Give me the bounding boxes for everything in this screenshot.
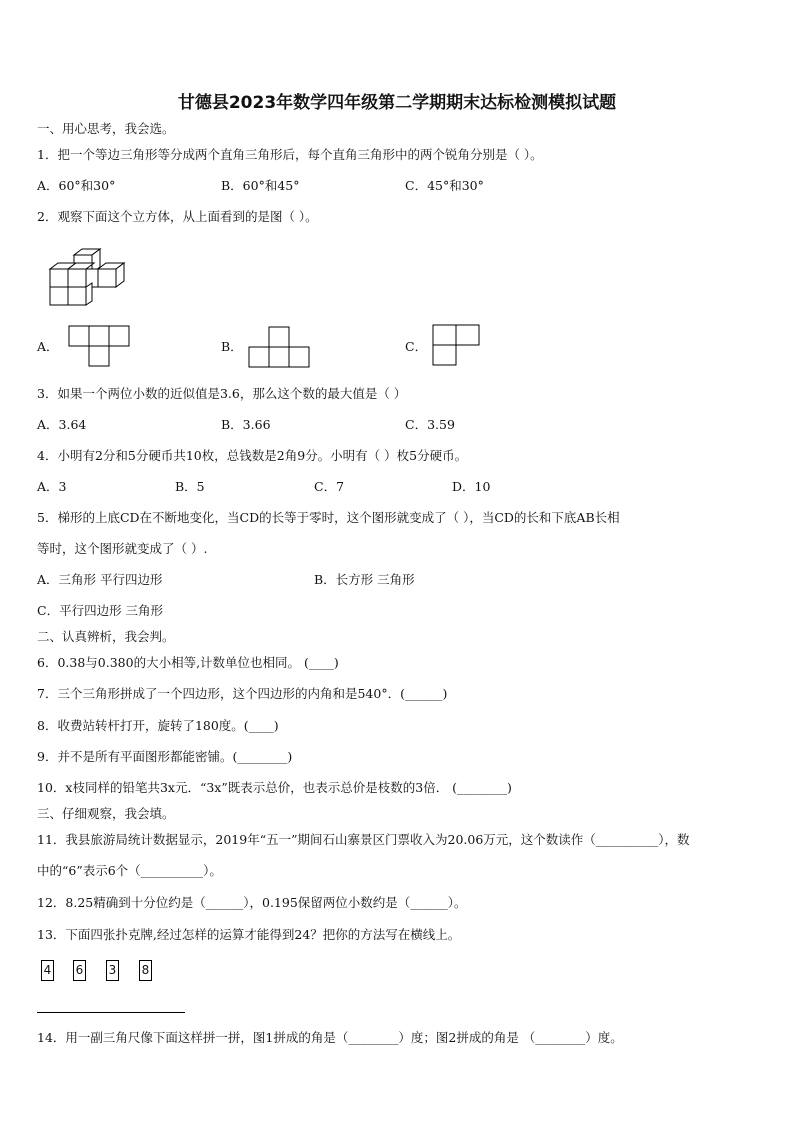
q2-figure-b (248, 326, 312, 368)
section-heading-2: 二、认真辨析，我会判。 (37, 629, 175, 644)
section-heading-1: 一、用心思考，我会选。 (37, 121, 175, 136)
poker-card: 6 (73, 960, 86, 981)
poker-card: 4 (41, 960, 54, 981)
section-heading-3: 三、仔细观察，我会填。 (37, 806, 175, 821)
question-7: 7．三个三角形拼成了一个四边形，这个四边形的内角和是540°．(______) (37, 686, 448, 701)
question-12: 12．8.25精确到十分位约是（______），0.195保留两位小数约是（______）。 (37, 895, 467, 910)
q2-option-a: A． (37, 339, 59, 354)
question-11-line-2: 中的“6”表示6个（__________）。 (37, 863, 222, 878)
question-14: 14．用一副三角尺像下面这样拼一拼，图1拼成的角是（________）度；图2拼成的角是 （________）度。 (37, 1030, 623, 1045)
question-9: 9．并不是所有平面图形都能密铺。(________) (37, 749, 293, 764)
q5-option-a: A．三角形 平行四边形 (37, 572, 163, 587)
q4-option-a: A．3 (37, 479, 67, 494)
q2-option-c: C． (405, 339, 428, 354)
question-6: 6．0.38与0.380的大小相等,计数单位也相同。 (____) (37, 655, 339, 670)
question-2: 2．观察下面这个立方体，从上面看到的是图（ ）。 (37, 209, 318, 224)
poker-card: 3 (106, 960, 119, 981)
answer-line (37, 1012, 185, 1013)
q2-figure-c (432, 324, 482, 366)
q3-option-a: A．3.64 (37, 417, 87, 432)
q4-option-c: C．7 (314, 479, 345, 494)
question-11-line-1: 11．我县旅游局统计数据显示，2019年“五一”期间石山寨景区门票收入为20.06万元，这个数读作（__________），数 (37, 832, 690, 847)
question-5-line-2: 等时，这个图形就变成了（ ）. (37, 541, 208, 556)
poker-card: 8 (139, 960, 152, 981)
question-13: 13．下面四张扑克牌,经过怎样的运算才能得到24？把你的方法写在横线上。 (37, 927, 461, 942)
q1-option-c: C．45°和30° (405, 178, 484, 193)
question-8: 8．收费站转杆打开，旋转了180度。(____) (37, 718, 279, 733)
question-1: 1．把一个等边三角形等分成两个直角三角形后，每个直角三角形中的两个锐角分别是（ ）。 (37, 147, 543, 162)
q5-option-c: C．平行四边形 三角形 (37, 603, 164, 618)
q3-option-b: B．3.66 (221, 417, 271, 432)
question-10: 10．x枝同样的铅笔共3x元．“3x”既表示总价，也表示总价是枝数的3倍． (________) (37, 780, 512, 795)
q4-option-b: B．5 (175, 479, 205, 494)
question-5-line-1: 5．梯形的上底CD在不断地变化，当CD的长等于零时，这个图形就变成了（ ），当CD的长和下底AB长相 (37, 510, 620, 525)
q3-option-c: C．3.59 (405, 417, 455, 432)
q2-figure-a (68, 325, 132, 367)
question-4: 4．小明有2分和5分硬币共10枚，总钱数是2角9分。小明有（ ）枚5分硬币。 (37, 448, 468, 463)
page-title: 甘德县2023年数学四年级第二学期期末达标检测模拟试题 (177, 93, 617, 113)
q1-option-a: A．60°和30° (37, 178, 116, 193)
cube-figure (44, 247, 126, 307)
q4-option-d: D．10 (452, 479, 491, 494)
q1-option-b: B．60°和45° (221, 178, 300, 193)
q2-option-b: B． (221, 339, 243, 354)
question-3: 3．如果一个两位小数的近似值是3.6，那么这个数的最大值是（ ） (37, 386, 407, 401)
q5-option-b: B．长方形 三角形 (314, 572, 415, 587)
